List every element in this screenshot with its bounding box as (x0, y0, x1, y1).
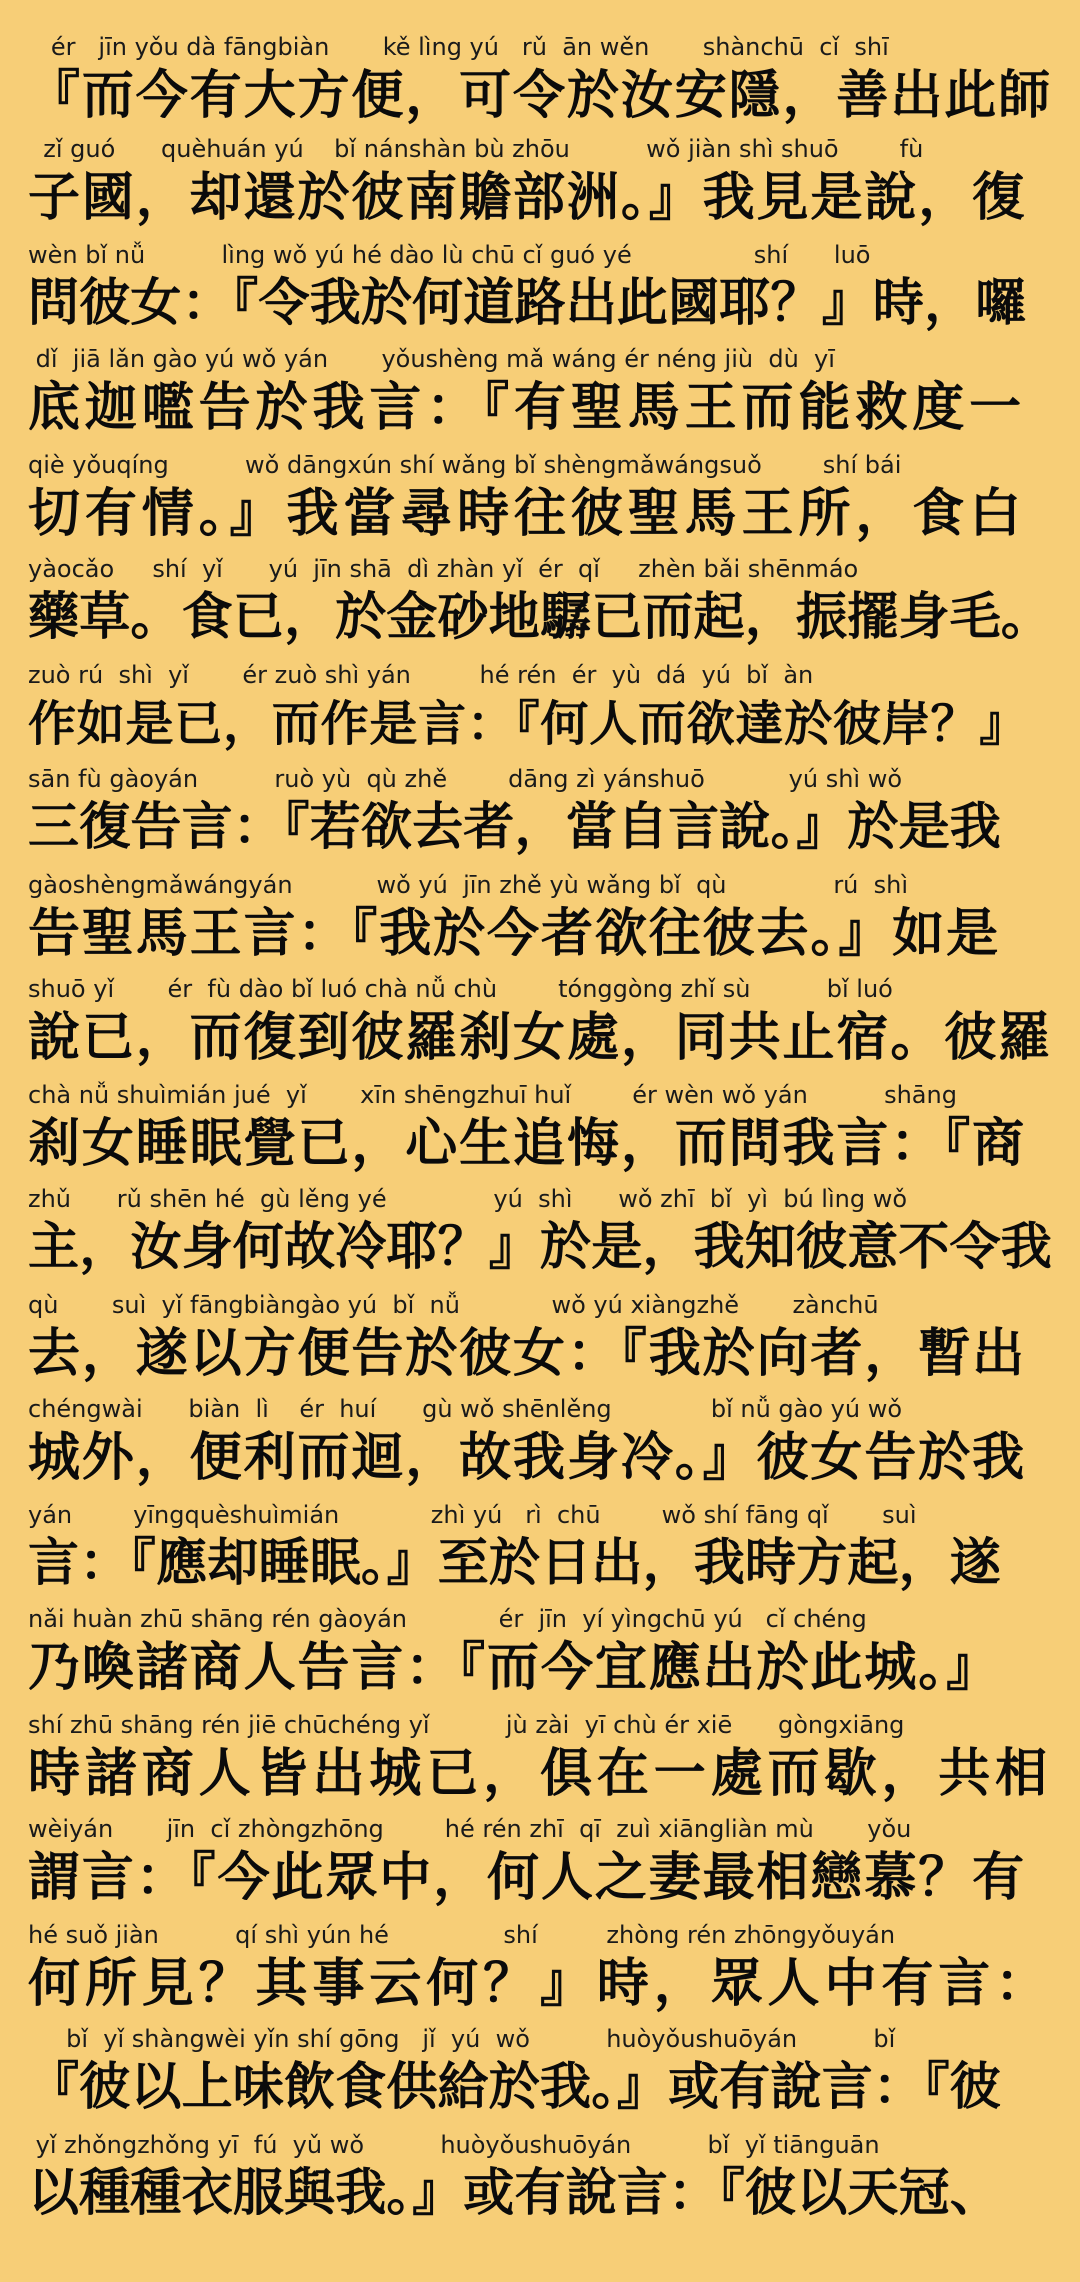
verse-line (0, 1288, 1080, 1388)
chinese-text: 說已，而復到彼羅刹女處，同共止宿。彼羅 (28, 1008, 1053, 1068)
verse-line (0, 132, 1080, 232)
pinyin-annotation: zuò rú shì yǐ ér zuò shì yán hé rén ér yù dá yú bǐ àn (28, 661, 814, 689)
verse-line (0, 448, 1080, 548)
pinyin-annotation: wèn bǐ nǚ lìng wǒ yú hé dào lù chū cǐ guó yé shí luō (28, 241, 871, 269)
chinese-text: 告聖馬王言：『我於今者欲往彼去。』如是 (28, 904, 1001, 964)
chinese-text: 主，汝身何故冷耶？』於是，我知彼意不令我 (28, 1218, 1053, 1277)
verse-line (0, 1078, 1080, 1178)
verse-line (0, 1602, 1080, 1702)
verse-line (0, 658, 1080, 758)
chinese-text: 刹女睡眠覺已，心生追悔，而問我言：『商 (28, 1114, 1027, 1174)
chinese-text: 時諸商人皆出城已，俱在一處而歇，共相 (28, 1744, 1053, 1804)
chinese-text: 以種種衣服與我。』或有說言：『彼以天冠、 (28, 2164, 1002, 2223)
verse-line (0, 2128, 1080, 2228)
pinyin-annotation: chéngwài biàn lì ér huí gù wǒ shēnlěng bǐ nǚ gào yú wǒ (28, 1395, 903, 1423)
chinese-text: 三復告言：『若欲去者，當自言說。』於是我 (28, 798, 1002, 857)
chinese-text: 謂言：『今此眾中，何人之妻最相戀慕？有 (28, 1848, 1027, 1908)
pinyin-annotation: qiè yǒuqíng wǒ dāngxún shí wǎng bǐ shèngmǎwángsuǒ shí bái (28, 451, 902, 479)
pinyin-annotation: wèiyán jīn cǐ zhòngzhōng hé rén zhī qī zuì xiāngliàn mù yǒu (28, 1815, 912, 1843)
pinyin-annotation: sān fù gàoyán ruò yù qù zhě dāng zì yánshuō yú shì wǒ (28, 765, 903, 793)
pinyin-annotation: zǐ guó quèhuán yú bǐ nánshàn bù zhōu wǒ jiàn shì shuō fù (28, 135, 924, 163)
pinyin-annotation: dǐ jiā lǎn gào yú wǒ yán yǒushèng mǎ wáng ér néng jiù dù yī (28, 345, 835, 373)
pinyin-annotation: nǎi huàn zhū shāng rén gàoyán ér jīn yí yìngchū yú cǐ chéng (28, 1605, 867, 1633)
pinyin-annotation: yǐ zhǒngzhǒng yī fú yǔ wǒ huòyǒushuōyán bǐ yǐ tiānguān (28, 2131, 880, 2159)
pinyin-annotation: zhǔ rǔ shēn hé gù lěng yé yú shì wǒ zhī bǐ yì bú lìng wǒ (28, 1185, 907, 1213)
verse-line (0, 1708, 1080, 1808)
pinyin-annotation: bǐ yǐ shàngwèi yǐn shí gōng jǐ yú wǒ huòyǒushuōyán bǐ (28, 2025, 896, 2053)
pinyin-annotation: yán yīngquèshuìmián zhì yú rì chū wǒ shí fāng qǐ suì (28, 1501, 917, 1529)
chinese-text: 作如是已，而作是言：『何人而欲達於彼岸？』 (28, 696, 1029, 752)
verse-line (0, 1812, 1080, 1912)
verse-line (0, 972, 1080, 1072)
chinese-text: 問彼女：『令我於何道路出此國耶？』時，囉 (28, 274, 1027, 333)
pinyin-annotation: yàocǎo shí yǐ yú jīn shā dì zhàn yǐ ér qǐ zhèn bǎi shēnmáo (28, 555, 859, 583)
verse-line (0, 762, 1080, 862)
pinyin-annotation: ér jīn yǒu dà fāngbiàn kě lìng yú rǔ ān wěn shànchū cǐ shī (28, 33, 889, 61)
verse-line (0, 1392, 1080, 1492)
chinese-text: 藥草。食已，於金砂地驏已而起，振擺身毛。 (28, 588, 1053, 647)
verse-line (0, 238, 1080, 338)
chinese-text: 乃喚諸商人告言：『而今宜應出於此城。』 (28, 1638, 1001, 1698)
chinese-text: 何所見？其事云何？』時，眾人中有言： (28, 1954, 1053, 2014)
pinyin-annotation: hé suǒ jiàn qí shì yún hé shí zhòng rén zhōngyǒuyán (28, 1921, 896, 1949)
pinyin-annotation: chà nǚ shuìmián jué yǐ xīn shēngzhuī huǐ ér wèn wǒ yán shāng (28, 1081, 957, 1109)
chinese-text: 『彼以上味飲食供給於我。』或有說言：『彼 (28, 2058, 1002, 2117)
verse-line (0, 1182, 1080, 1282)
chinese-text: 去，遂以方便告於彼女：『我於向者，暫出 (28, 1324, 1027, 1384)
chinese-text: 切有情。』我當尋時往彼聖馬王所，食白 (28, 484, 1027, 544)
pinyin-annotation: gàoshèngmǎwángyán wǒ yú jīn zhě yù wǎng bǐ qù rú shì (28, 871, 909, 899)
verse-line (0, 1498, 1080, 1598)
verse-line (0, 30, 1080, 130)
chinese-text: 『而今有大方便，可令於汝安隱，善出此師 (28, 66, 1053, 126)
chinese-text: 言：『應却睡眠。』至於日出，我時方起，遂 (28, 1534, 1002, 1593)
verse-line (0, 868, 1080, 968)
chinese-text: 城外，便利而迴，故我身冷。』彼女告於我 (28, 1428, 1027, 1488)
chinese-text: 底迦嚂告於我言：『有聖馬王而能救度一 (28, 378, 1027, 438)
pinyin-annotation: shuō yǐ ér fù dào bǐ luó chà nǚ chù tónggòng zhǐ sù bǐ luó (28, 975, 893, 1003)
verse-line (0, 2022, 1080, 2122)
chinese-text: 子國，却還於彼南贍部洲。』我見是說，復 (28, 168, 1027, 228)
verse-line (0, 1918, 1080, 2018)
verse-line (0, 552, 1080, 652)
verse-line (0, 342, 1080, 442)
pinyin-annotation: qù suì yǐ fāngbiàngào yú bǐ nǚ wǒ yú xiàngzhě zànchū (28, 1291, 879, 1319)
pinyin-annotation: shí zhū shāng rén jiē chūchéng yǐ jù zài yī chù ér xiē gòngxiāng (28, 1711, 905, 1739)
